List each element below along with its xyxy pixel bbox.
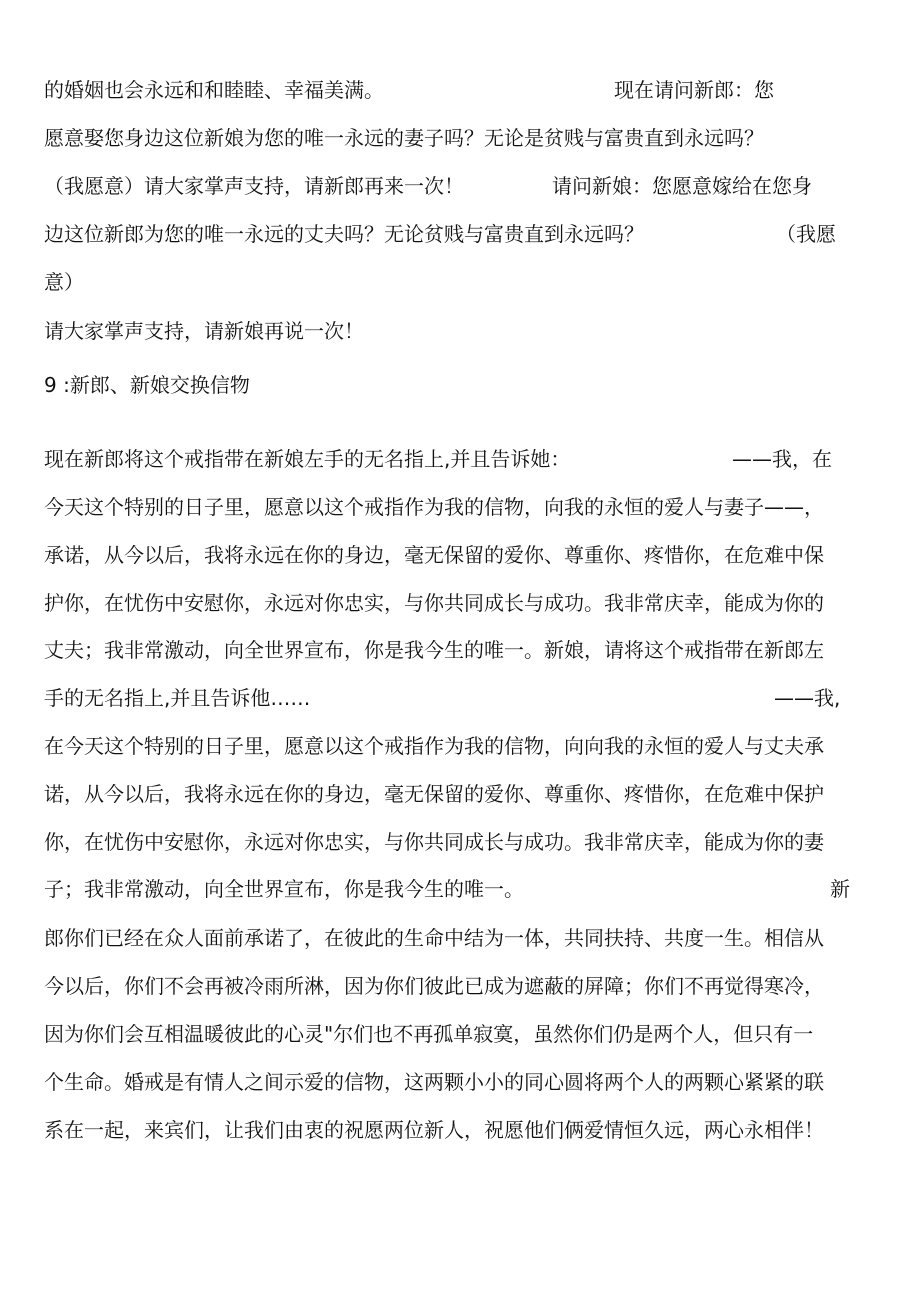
text-segment: 现在新郎将这个戒指带在新娘左手的无名指上,并且告诉她： [44,447,571,471]
text-line [0,922,920,954]
text-line [0,170,920,202]
text-segment: 现在请问新郎：您 [614,78,774,102]
section-heading-text: 9 :新郎、新娘交换信物 [44,373,250,397]
text-segment: 护你，在忧伤中安慰你，永远对你忠实，与你共同成长与成功。我非常庆幸，能成为你的 [44,591,824,615]
text-line [0,443,920,475]
text-segment: 的婚姻也会永远和和睦睦、幸福美满。 [44,78,384,102]
text-segment: 新 [830,877,850,901]
text-segment: 系在一起，来宾们，让我们由衷的祝愿两位新人，祝愿他们俩爱情恒久远，两心永相伴！ [44,1118,824,1142]
text-segment: 边这位新郎为您的唯一永远的丈夫吗？无论贫贱与富贵直到永远吗？ [44,222,644,246]
text-line [0,873,920,905]
text-segment: 在今天这个特别的日子里，愿意以这个戒指作为我的信物，向向我的永恒的爱人与丈夫承 [44,734,824,758]
text-line [0,730,920,762]
text-segment: 请问新娘：您愿意嫁给在您身 [552,174,812,198]
text-line [0,266,920,298]
text-segment: 愿意娶您身边这位新娘为您的唯一永远的妻子吗？无论是贫贱与富贵直到永远吗？ [44,126,764,150]
text-segment: 你，在忧伤中安慰你，永远对你忠实，与你共同成长与成功。我非常庆幸，能成为你的妻 [44,830,824,854]
text-segment: 因为你们会互相温暖彼此的心灵"尔们也不再孤单寂寞，虽然你们仍是两个人，但只有一 [44,1022,814,1046]
text-segment: 请大家掌声支持，请新娘再说一次！ [44,319,364,343]
text-line [0,74,920,106]
text-line [0,1018,920,1050]
text-segment: 个生命。婚戒是有情人之间示爱的信物，这两颗小小的同心圆将两个人的两颗心紧紧的联 [44,1070,824,1094]
section-heading [0,369,920,401]
text-segment: 诺，从今以后，我将永远在你的身边，毫无保留的爱你、尊重你、疼惜你，在危难中保护 [44,782,824,806]
text-segment: 今以后，你们不会再被冷雨所淋，因为你们彼此已成为遮蔽的屏障；你们不再觉得寒冷， [44,974,824,998]
text-segment: 郎你们已经在众人面前承诺了，在彼此的生命中结为一体，共同扶持、共度一生。相信从 [44,926,824,950]
text-segment: 子；我非常激动，向全世界宣布，你是我今生的唯一。 [44,877,524,901]
text-line [0,1066,920,1098]
text-line [0,778,920,810]
text-line [0,218,920,250]
text-segment: （我愿 [776,222,836,246]
text-line [0,315,920,347]
text-line [0,970,920,1002]
text-segment: （我愿意）请大家掌声支持，请新郎再来一次！ [44,174,464,198]
text-segment: 丈夫；我非常激动，向全世界宣布，你是我今生的唯一。新娘，请将这个戒指带在新郎左 [44,638,824,662]
text-segment: 承诺，从今以后，我将永远在你的身边，毫无保留的爱你、尊重你、疼惜你，在危难中保 [44,543,824,567]
text-segment: 手的无名指上,并且告诉他…… [44,686,311,710]
text-segment: 今天这个特别的日子里，愿意以这个戒指作为我的信物，向我的永恒的爱人与妻子——， [44,495,824,519]
text-line [0,1114,920,1146]
text-segment: ——我，在 [732,447,832,471]
text-line [0,539,920,571]
text-segment: ——我, [774,686,841,710]
text-line [0,587,920,619]
text-line [0,826,920,858]
text-line [0,491,920,523]
text-segment: 意） [44,270,84,294]
text-line [0,634,920,666]
text-line [0,122,920,154]
text-line [0,682,920,714]
